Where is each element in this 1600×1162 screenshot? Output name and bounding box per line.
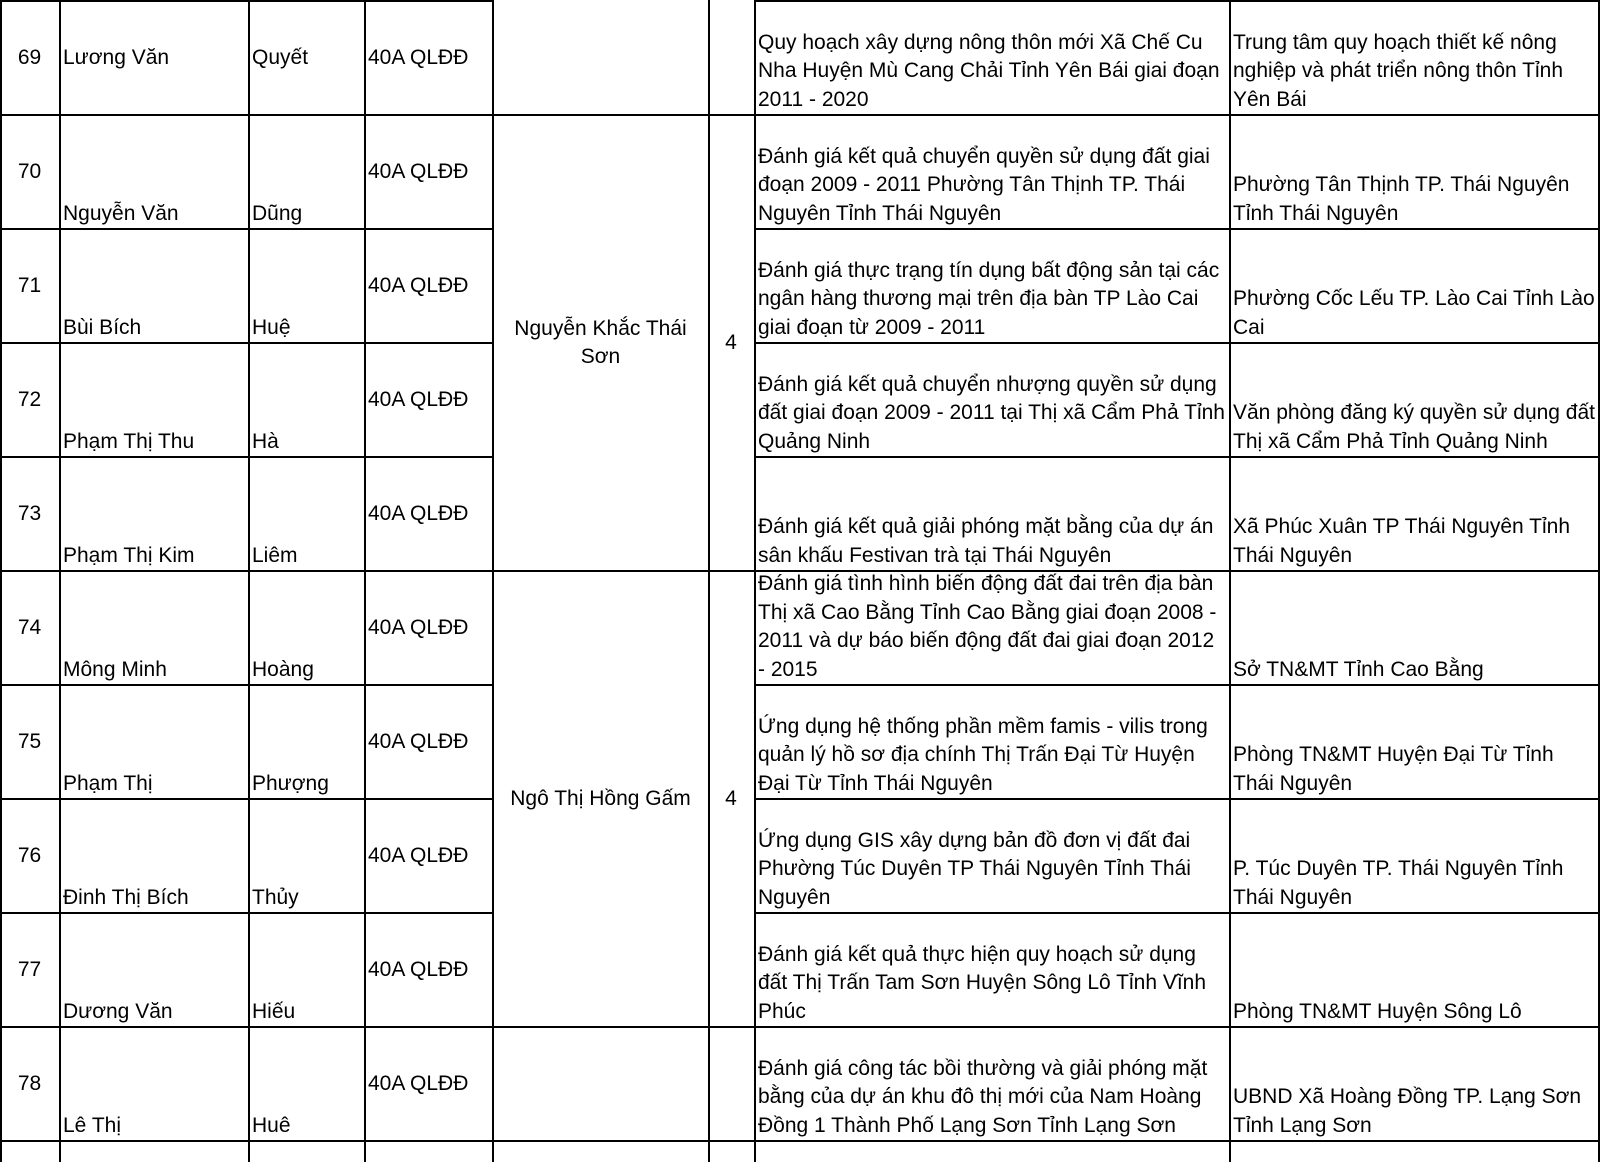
row-70-last-middle-name-text: Nguyễn Văn: [63, 201, 179, 225]
group-1-student-count-text: 4: [725, 330, 737, 354]
row-71-number-text: 71: [17, 273, 42, 297]
row-71-first-name: [248, 229, 364, 343]
hline-mid-1: [493, 114, 754, 116]
row-73-number: [0, 457, 59, 571]
row-78-internship-place-text: UBND Xã Hoàng Đồng TP. Lạng Sơn Tỉnh Lạng Sơn: [1233, 1085, 1582, 1137]
row-78-number-text: 78: [17, 1071, 42, 1095]
row-78-class-text: 40A QLĐĐ: [368, 1071, 469, 1095]
row-70-last-middle-name: [59, 115, 248, 229]
hline-left-3: [0, 342, 493, 344]
row-74-first-name: [248, 571, 364, 685]
hline-mid-9: [493, 1026, 754, 1028]
row-69-number: [0, 1, 59, 115]
row-71-last-middle-name: [59, 229, 248, 343]
row-72-number-text: 72: [17, 387, 42, 411]
row-76-thesis-topic-text: Ứng dụng GIS xây dựng bản đồ đơn vị đất đai Phường Túc Duyên TP Thái Nguyên Tỉnh Thái Nguyên: [758, 828, 1191, 909]
row-71-internship-place: [1229, 229, 1600, 343]
row-78-thesis-topic-text: Đánh giá công tác bồi thường và giải phóng mặt bằng của dự án khu đô thị mới của Nam Hoàng Đồng 1 Thành Phố Lạng Sơn Tỉnh Lạng Sơn: [758, 1056, 1208, 1137]
row-70-first-name: [248, 115, 364, 229]
row-71-number: [0, 229, 59, 343]
row-78-last-middle-name-text: Lê Thị: [63, 1113, 121, 1137]
row-72-internship-place-text: Văn phòng đăng ký quyền sử dụng đất Thị xã Cẩm Phả Tỉnh Quảng Ninh: [1233, 401, 1596, 453]
row-74-first-name-text: Hoàng: [252, 657, 314, 681]
vline-name: [248, 0, 250, 1162]
hline-right-10: [754, 1140, 1600, 1142]
row-75-thesis-topic-text: Ứng dụng hệ thống phần mềm famis - vilis trong quản lý hồ sơ địa chính Thị Trấn Đại Từ Huyện Đại Từ Tỉnh Thái Nguyên: [758, 714, 1208, 795]
row-72-internship-place: [1229, 343, 1600, 457]
row-72-class: [364, 343, 493, 457]
row-78-internship-place: [1229, 1027, 1600, 1141]
row-71-class-text: 40A QLĐĐ: [368, 273, 469, 297]
row-73-class: [364, 457, 493, 571]
vline-left: [0, 0, 2, 1162]
row-73-thesis-topic: [754, 457, 1229, 571]
row-78-number: [0, 1027, 59, 1141]
row-77-internship-place: [1229, 913, 1600, 1027]
row-76-first-name-text: Thủy: [252, 885, 299, 909]
hline-left-0: [0, 0, 493, 2]
row-72-last-middle-name-text: Phạm Thị Thu: [63, 429, 195, 453]
row-75-last-middle-name: [59, 685, 248, 799]
hline-right-0: [754, 0, 1600, 2]
row-77-class-text: 40A QLĐĐ: [368, 957, 469, 981]
row-75-number-text: 75: [17, 729, 42, 753]
row-71-thesis-topic: [754, 229, 1229, 343]
row-76-number: [0, 799, 59, 913]
group-2-supervisor-text: Ngô Thị Hồng Gấm: [510, 786, 691, 810]
row-75-internship-place-text: Phòng TN&MT Huyện Đại Từ Tỉnh Thái Nguyên: [1233, 743, 1554, 795]
row-74-thesis-topic-text: Đánh giá tình hình biến động đất đai trên địa bàn Thị xã Cao Bằng Tỉnh Cao Bằng giai đoạn 2008 - 2011 và dự báo biến động đất đai giai đoạn 2012 - 2015: [758, 572, 1217, 681]
group-1-student-count: [708, 115, 754, 571]
hline-left-7: [0, 798, 493, 800]
row-70-thesis-topic-text: Đánh giá kết quả chuyển quyền sử dụng đất giai đoạn 2009 - 2011 Phường Tân Thịnh TP. Thái Nguyên Tỉnh Thái Nguyên: [758, 144, 1210, 225]
row-69-class: [364, 1, 493, 115]
row-72-thesis-topic: [754, 343, 1229, 457]
vline-supervisor: [708, 0, 710, 1162]
row-76-thesis-topic: [754, 799, 1229, 913]
row-76-number-text: 76: [17, 843, 42, 867]
hline-right-1: [754, 114, 1600, 116]
row-74-internship-place-text: Sở TN&MT Tỉnh Cao Bằng: [1233, 657, 1484, 681]
row-73-internship-place: [1229, 457, 1600, 571]
row-77-thesis-topic-text: Đánh giá kết quả thực hiện quy hoạch sử dụng đất Thị Trấn Tam Sơn Huyện Sông Lô Tỉnh Vĩnh Phúc: [758, 942, 1207, 1023]
row-71-internship-place-text: Phường Cốc Lếu TP. Lào Cai Tỉnh Lào Cai: [1233, 287, 1595, 339]
group-2-student-count-text: 4: [725, 786, 737, 810]
hline-right-2: [754, 228, 1600, 230]
row-71-first-name-text: Huệ: [252, 315, 291, 339]
row-70-internship-place: [1229, 115, 1600, 229]
row-69-first-name-text: Quyết: [252, 45, 309, 69]
row-74-last-middle-name: [59, 571, 248, 685]
row-70-number-text: 70: [17, 159, 42, 183]
row-70-first-name-text: Dũng: [252, 201, 303, 225]
row-77-number: [0, 913, 59, 1027]
row-75-first-name: [248, 685, 364, 799]
row-76-class: [364, 799, 493, 913]
row-76-class-text: 40A QLĐĐ: [368, 843, 469, 867]
row-74-class: [364, 571, 493, 685]
hline-left-1: [0, 114, 493, 116]
row-73-first-name: [248, 457, 364, 571]
row-70-number: [0, 115, 59, 229]
hline-right-6: [754, 684, 1600, 686]
row-78-first-name-text: Huê: [252, 1113, 291, 1137]
row-72-first-name: [248, 343, 364, 457]
hline-right-3: [754, 342, 1600, 344]
row-75-first-name-text: Phượng: [252, 771, 329, 795]
row-73-class-text: 40A QLĐĐ: [368, 501, 469, 525]
row-72-first-name-text: Hà: [252, 429, 279, 453]
group-2-supervisor: [493, 571, 708, 1027]
row-73-last-middle-name: [59, 457, 248, 571]
row-76-last-middle-name-text: Đinh Thị Bích: [63, 885, 189, 909]
vline-firstname: [364, 0, 366, 1162]
row-75-internship-place: [1229, 685, 1600, 799]
row-73-thesis-topic-text: Đánh giá kết quả giải phóng mặt bằng của dự án sân khấu Festivan trà tại Thái Nguyên: [758, 515, 1214, 567]
vline-stt: [59, 0, 61, 1162]
row-69-first-name: [248, 1, 364, 115]
row-69-last-middle-name: [59, 1, 248, 115]
hline-mid-10: [493, 1140, 754, 1142]
hline-left-8: [0, 912, 493, 914]
hline-left-9: [0, 1026, 493, 1028]
row-71-class: [364, 229, 493, 343]
row-77-internship-place-text: Phòng TN&MT Huyện Sông Lô: [1233, 999, 1522, 1023]
hline-right-4: [754, 456, 1600, 458]
hline-right-5: [754, 570, 1600, 572]
row-75-class: [364, 685, 493, 799]
row-69-class-text: 40A QLĐĐ: [368, 45, 469, 69]
hline-left-2: [0, 228, 493, 230]
row-72-class-text: 40A QLĐĐ: [368, 387, 469, 411]
row-73-first-name-text: Liêm: [252, 543, 298, 567]
group-2-student-count: [708, 571, 754, 1027]
row-73-last-middle-name-text: Phạm Thị Kim: [63, 543, 195, 567]
row-73-internship-place-text: Xã Phúc Xuân TP Thái Nguyên Tỉnh Thái Nguyên: [1233, 515, 1571, 567]
row-69-last-middle-name-text: Lương Văn: [63, 45, 170, 69]
vline-class: [492, 0, 494, 1162]
row-74-number-text: 74: [17, 615, 42, 639]
hline-left-4: [0, 456, 493, 458]
row-75-number: [0, 685, 59, 799]
row-77-last-middle-name-text: Dương Văn: [63, 999, 173, 1023]
row-78-first-name: [248, 1027, 364, 1141]
row-78-thesis-topic: [754, 1027, 1229, 1141]
vline-count: [754, 0, 756, 1162]
vline-topic: [1229, 0, 1231, 1162]
row-77-number-text: 77: [17, 957, 42, 981]
row-77-thesis-topic: [754, 913, 1229, 1027]
row-74-number: [0, 571, 59, 685]
row-71-thesis-topic-text: Đánh giá thực trạng tín dụng bất động sản tại các ngân hàng thương mại trên địa bàn TP Lào Cai giai đoạn từ 2009 - 2011: [758, 258, 1220, 339]
hline-right-8: [754, 912, 1600, 914]
row-75-class-text: 40A QLĐĐ: [368, 729, 469, 753]
hline-left-6: [0, 684, 493, 686]
row-72-thesis-topic-text: Đánh giá kết quả chuyển nhượng quyền sử dụng đất giai đoạn 2009 - 2011 tại Thị xã Cẩm Phả Tỉnh Quảng Ninh: [758, 372, 1225, 453]
row-70-internship-place-text: Phường Tân Thịnh TP. Thái Nguyên Tỉnh Thái Nguyên: [1233, 173, 1570, 225]
row-73-number-text: 73: [17, 501, 42, 525]
row-78-class: [364, 1027, 493, 1141]
hline-right-9: [754, 1026, 1600, 1028]
row-76-last-middle-name: [59, 799, 248, 913]
group-1-supervisor-text: Nguyễn Khắc Thái Sơn: [514, 316, 687, 368]
row-76-internship-place: [1229, 799, 1600, 913]
row-75-thesis-topic: [754, 685, 1229, 799]
hline-right-7: [754, 798, 1600, 800]
row-69-thesis-topic: [754, 1, 1229, 115]
row-71-last-middle-name-text: Bùi Bích: [63, 315, 142, 339]
row-74-class-text: 40A QLĐĐ: [368, 615, 469, 639]
row-76-internship-place-text: P. Túc Duyên TP. Thái Nguyên Tỉnh Thái Nguyên: [1233, 857, 1564, 909]
row-77-first-name: [248, 913, 364, 1027]
hline-left-5: [0, 570, 493, 572]
row-72-last-middle-name: [59, 343, 248, 457]
row-70-class: [364, 115, 493, 229]
row-74-thesis-topic: [754, 571, 1229, 685]
group-1-supervisor: [493, 115, 708, 571]
row-77-class: [364, 913, 493, 1027]
row-70-class-text: 40A QLĐĐ: [368, 159, 469, 183]
hline-mid-5: [493, 570, 754, 572]
row-74-internship-place: [1229, 571, 1600, 685]
row-69-internship-place-text: Trung tâm quy hoạch thiết kế nông nghiệp và phát triển nông thôn Tỉnh Yên Bái: [1233, 30, 1564, 111]
row-70-thesis-topic: [754, 115, 1229, 229]
row-69-number-text: 69: [17, 45, 42, 69]
row-77-last-middle-name: [59, 913, 248, 1027]
row-78-last-middle-name: [59, 1027, 248, 1141]
hline-left-10: [0, 1140, 493, 1142]
row-72-number: [0, 343, 59, 457]
row-69-thesis-topic-text: Quy hoạch xây dựng nông thôn mới Xã Chế Cu Nha Huyện Mù Cang Chải Tỉnh Yên Bái giai đoạn 2011 - 2020: [758, 30, 1220, 111]
row-75-last-middle-name-text: Phạm Thị: [63, 771, 153, 795]
row-74-last-middle-name-text: Mông Minh: [63, 657, 167, 681]
row-77-first-name-text: Hiếu: [252, 999, 296, 1023]
row-76-first-name: [248, 799, 364, 913]
row-69-internship-place: [1229, 1, 1600, 115]
